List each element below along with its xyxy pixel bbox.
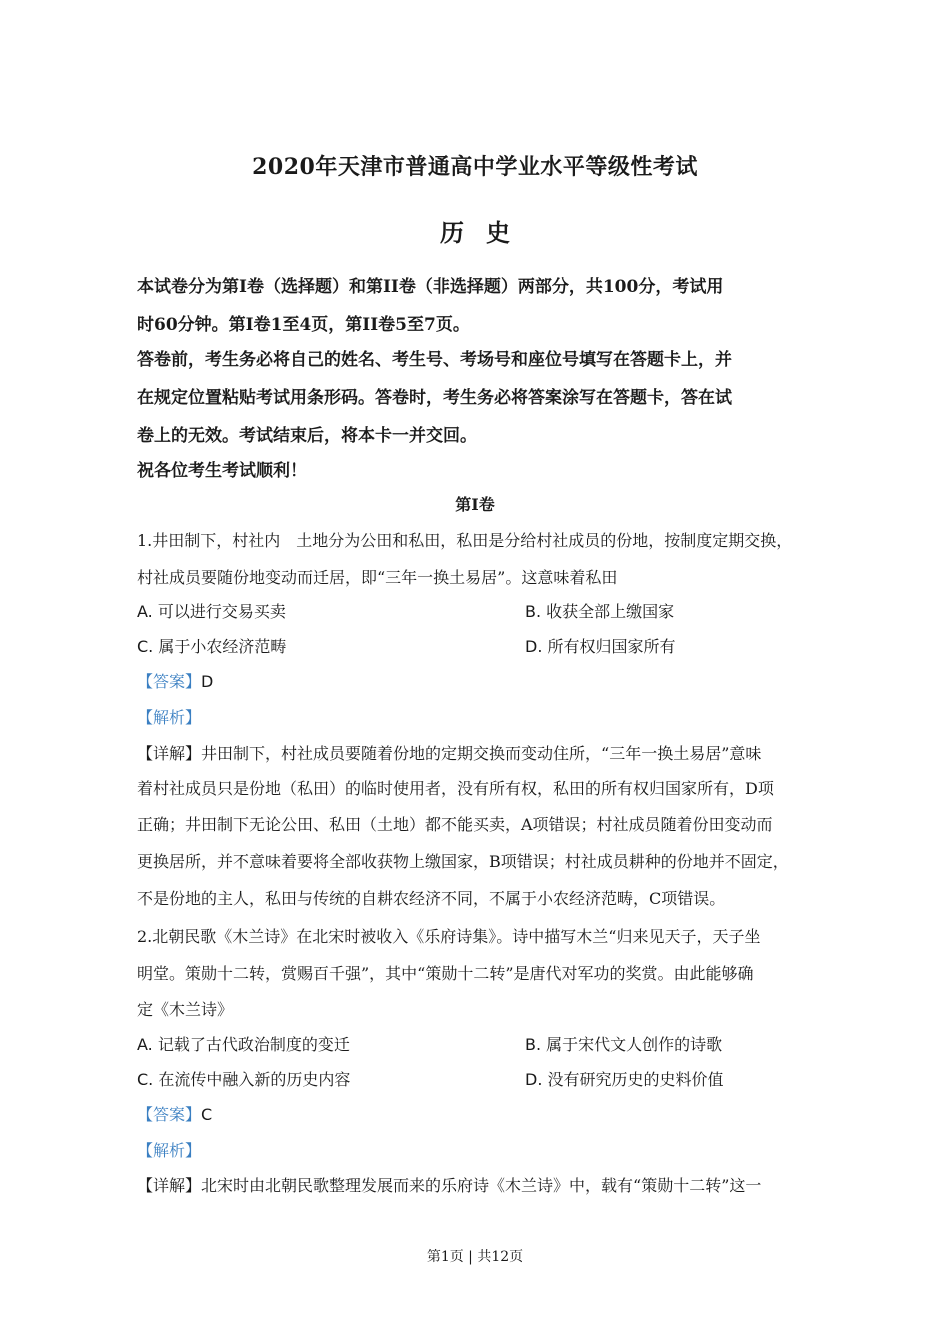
q1-detail-line: 正确；井田制下无论公田、私田（土地）都不能买卖，A项错误；村社成员随着份田变动而 — [137, 815, 773, 834]
q1-option-b: B. 收获全部上缴国家 — [525, 602, 675, 621]
q2-option-b: B. 属于宋代文人创作的诗歌 — [525, 1035, 723, 1054]
question-1-stem: 村社成员要随份地变动而迁居，即“三年一换土易居”。这意味着私田 — [137, 568, 618, 587]
question-2-stem: 2.北朝民歌《木兰诗》在北宋时被收入《乐府诗集》。诗中描写木兰“归来见天子，天子坐 — [137, 927, 761, 946]
page-footer: 第1页 | 共12页 — [426, 1249, 524, 1265]
section-title: 第I卷 — [455, 495, 495, 514]
q1-analysis — [137, 705, 827, 728]
subject-title: 历史 — [440, 218, 532, 247]
instruction-line: 本试卷分为第I卷（选择题）和第II卷（非选择题）两部分，共100分，考试用 — [137, 277, 724, 297]
q2-option-c: C. 在流传中融入新的历史内容 — [137, 1070, 351, 1089]
instruction-line: 祝各位考生考试顺利！ — [137, 461, 307, 481]
answer-label: 【答案】 — [137, 1105, 202, 1124]
q1-detail: 【详解】井田制下，村社成员要随着份地的定期交换而变动住所，“三年一换土易居”意味 — [137, 744, 762, 763]
question-2-stem: 明堂。策勋十二转，赏赐百千强”，其中“策勋十二转”是唐代对军功的奖赏。由此能够确 — [137, 964, 754, 983]
detail-label: 【详解】 — [137, 1176, 202, 1195]
answer-value: D — [201, 672, 214, 691]
page-title: 2020年天津市普通高中学业水平等级性考试 — [252, 154, 698, 180]
q1-option-a: A. 可以进行交易买卖 — [137, 602, 286, 621]
q2-option-a: A. 记载了古代政治制度的变迁 — [137, 1035, 350, 1054]
q1-detail-line: 着村社成员只是份地（私田）的临时使用者，没有所有权，私田的所有权归国家所有，D项 — [137, 779, 774, 798]
q2-detail: 【详解】北宋时由北朝民歌整理发展而来的乐府诗《木兰诗》中，载有“策勋十二转”这一 — [137, 1176, 762, 1195]
answer-label: 【答案】 — [137, 672, 202, 691]
analysis-label: 【解析】 — [137, 708, 202, 727]
answer-value: C — [201, 1105, 213, 1124]
instruction-line: 时60分钟。第I卷1至4页，第II卷5至7页。 — [137, 315, 470, 335]
q1-option-c: C. 属于小农经济范畴 — [137, 637, 287, 656]
q1-detail-line: 不是份地的主人，私田与传统的自耕农经济不同，不属于小农经济范畴，C项错误。 — [137, 889, 726, 908]
detail-label: 【详解】 — [137, 744, 202, 763]
instruction-line: 卷上的无效。考试结束后，将本卡一并交回。 — [137, 426, 477, 446]
q1-detail-line: 更换居所，并不意味着要将全部收获物上缴国家，B项错误；村社成员耕种的份地并不固定， — [137, 852, 789, 871]
analysis-label: 【解析】 — [137, 1141, 202, 1160]
q1-answer — [137, 669, 827, 692]
q2-answer — [137, 1102, 827, 1125]
q2-analysis — [137, 1138, 827, 1161]
question-2-stem: 定《木兰诗》 — [137, 1000, 234, 1019]
q2-option-d: D. 没有研究历史的史料价值 — [525, 1070, 724, 1089]
question-1-stem: 1.井田制下，村社内 土地分为公田和私田，私田是分给村社成员的份地，按制度定期交换， — [137, 531, 793, 550]
q1-option-d: D. 所有权归国家所有 — [525, 637, 676, 656]
instruction-line: 答卷前，考生务必将自己的姓名、考生号、考场号和座位号填写在答题卡上，并 — [137, 350, 732, 370]
instruction-line: 在规定位置粘贴考试用条形码。答卷时，考生务必将答案涂写在答题卡，答在试 — [137, 388, 732, 408]
